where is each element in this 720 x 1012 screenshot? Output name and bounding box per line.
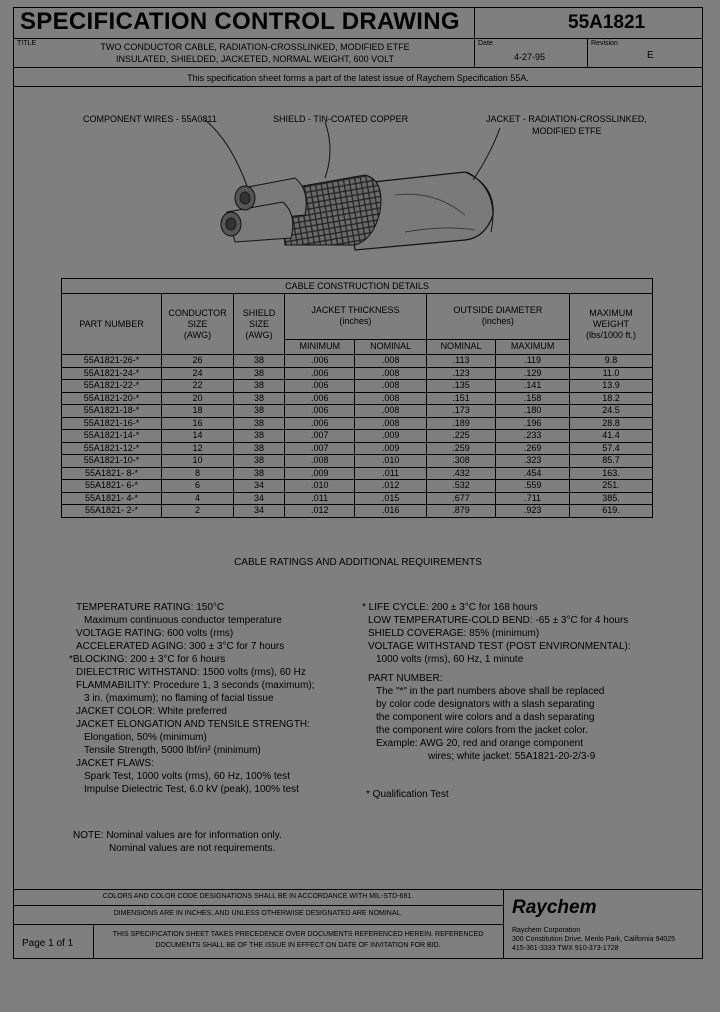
header-jacket-min: MINIMUM <box>285 339 355 354</box>
cell-part-number: 55A1821-22-* <box>62 380 162 393</box>
cell-jacket-min: .006 <box>285 417 355 430</box>
title-line-1: TWO CONDUCTOR CABLE, RADIATION-CROSSLINKED, MODIFIED ETFE <box>100 42 410 52</box>
cell-od-nom: .151 <box>426 392 495 405</box>
cell-max-weight: 163. <box>570 467 653 480</box>
document-number: 55A1821 <box>568 12 646 33</box>
part-number-text-1: The "*" in the part numbers above shall be replaced <box>376 686 605 697</box>
part-number-example-2: wires; white jacket: 55A1821-20-2/3-9 <box>428 751 596 762</box>
rating-dielectric: DIELECTRIC WITHSTAND: 1500 volts (rms), 60 Hz <box>76 667 306 678</box>
cell-conductor-size: 12 <box>162 442 234 455</box>
cell-jacket-nom: .008 <box>355 355 426 368</box>
leader-jacket <box>473 128 500 180</box>
cell-conductor-size: 14 <box>162 430 234 443</box>
cell-jacket-nom: .008 <box>355 380 426 393</box>
cell-jacket-nom: .008 <box>355 392 426 405</box>
cell-od-max: .196 <box>496 417 570 430</box>
cell-conductor-size: 2 <box>162 505 234 518</box>
cell-jacket-min: .012 <box>285 505 355 518</box>
cell-jacket-min: .007 <box>285 430 355 443</box>
component-wires-label: COMPONENT WIRES - 55A0811 <box>83 114 217 124</box>
nominal-note-2: Nominal values are not requirements. <box>109 843 276 854</box>
cell-part-number: 55A1821-18-* <box>62 405 162 418</box>
cell-shield-size: 38 <box>234 467 285 480</box>
cell-conductor-size: 8 <box>162 467 234 480</box>
footer-rule-top <box>13 889 703 890</box>
cell-max-weight: 28.8 <box>570 417 653 430</box>
cell-jacket-nom: .008 <box>355 367 426 380</box>
leader-component-wires <box>205 120 247 186</box>
revision-label: Revision <box>591 40 618 47</box>
table-row <box>62 367 653 380</box>
cell-jacket-nom: .015 <box>355 492 426 505</box>
cable-construction-table <box>61 278 653 518</box>
cell-od-max: .129 <box>496 367 570 380</box>
rating-shield-coverage: SHIELD COVERAGE: 85% (minimum) <box>368 628 540 639</box>
cell-od-nom: .173 <box>426 405 495 418</box>
cell-od-max: .158 <box>496 392 570 405</box>
footer-rule-3 <box>13 924 503 925</box>
cell-shield-size: 38 <box>234 355 285 368</box>
rating-tensile: Tensile Strength, 5000 lbf/in² (minimum) <box>84 745 261 756</box>
company-phone: 415-361-3333 TWX 910-373-1728 <box>512 945 619 952</box>
rating-jacket-color: JACKET COLOR: White preferred <box>76 706 227 717</box>
table-body <box>62 355 653 518</box>
cell-od-nom: .259 <box>426 442 495 455</box>
rating-cold-bend: LOW TEMPERATURE-COLD BEND: -65 ± 3°C for 4 hours <box>368 615 629 626</box>
cell-conductor-size: 18 <box>162 405 234 418</box>
shield-label: SHIELD - TIN-COATED COPPER <box>273 114 409 124</box>
jacket-label-1: JACKET - RADIATION-CROSSLINKED, <box>486 114 647 124</box>
rating-spark-test: Spark Test, 1000 volts (rms), 60 Hz, 100% test <box>84 771 291 782</box>
raychem-logo: Raychem <box>512 897 597 918</box>
rating-elongation: Elongation, 50% (minimum) <box>84 732 207 743</box>
header-rule <box>13 38 703 39</box>
cell-od-max: .269 <box>496 442 570 455</box>
cell-shield-size: 38 <box>234 442 285 455</box>
cell-shield-size: 38 <box>234 380 285 393</box>
table-row <box>62 380 653 393</box>
rating-voltage-withstand: VOLTAGE WITHSTAND TEST (POST ENVIRONMENTAL): <box>368 641 631 652</box>
cell-jacket-nom: .009 <box>355 442 426 455</box>
rating-elongation-tensile: JACKET ELONGATION AND TENSILE STRENGTH: <box>76 719 310 730</box>
cell-jacket-nom: .016 <box>355 505 426 518</box>
cell-od-max: .923 <box>496 505 570 518</box>
page-indicator: Page 1 of 1 <box>22 938 74 949</box>
notice-rule <box>13 86 703 87</box>
header-jacket-thickness: JACKET THICKNESS (inches) <box>285 294 427 340</box>
date-revision-divider <box>587 38 588 67</box>
cell-od-nom: .532 <box>426 480 495 493</box>
part-number-text-4: the component wire colors from the jacket color. <box>376 725 588 736</box>
cable-illustration <box>195 120 515 260</box>
cell-max-weight: 13.9 <box>570 380 653 393</box>
cell-max-weight: 24.5 <box>570 405 653 418</box>
date-value: 4-27-95 <box>514 52 546 62</box>
table-row <box>62 492 653 505</box>
table-row <box>62 505 653 518</box>
cell-od-max: .180 <box>496 405 570 418</box>
rating-temperature: TEMPERATURE RATING: 150°C <box>76 602 225 613</box>
rating-impulse-test: Impulse Dielectric Test, 6.0 kV (peak), 100% test <box>84 784 299 795</box>
company-address: 300 Constitution Drive, Menlo Park, California 94025 <box>512 936 676 943</box>
footer-dimensions-line: DIMENSIONS ARE IN INCHES, AND UNLESS OTHERWISE DESIGNATED ARE NOMINAL. <box>113 910 403 917</box>
cell-od-max: .323 <box>496 455 570 468</box>
rating-flammability-note: 3 in. (maximum); no flaming of facial tissue <box>84 693 274 704</box>
cell-shield-size: 38 <box>234 392 285 405</box>
cell-jacket-min: .011 <box>285 492 355 505</box>
header-od-nom: NOMINAL <box>426 339 495 354</box>
header-maximum-weight: MAXIMUM WEIGHT (lbs/1000 ft.) <box>570 294 653 355</box>
cell-conductor-size: 6 <box>162 480 234 493</box>
cell-max-weight: 18.2 <box>570 392 653 405</box>
header-od-max: MAXIMUM <box>496 339 570 354</box>
part-number-text-3: the component wire colors and a dash separating <box>376 712 595 723</box>
cell-part-number: 55A1821- 4-* <box>62 492 162 505</box>
cell-jacket-min: .006 <box>285 380 355 393</box>
footer-page-divider <box>93 924 94 959</box>
ratings-title: CABLE RATINGS AND ADDITIONAL REQUIREMENTS <box>234 557 482 568</box>
cell-part-number: 55A1821-12-* <box>62 442 162 455</box>
cell-jacket-min: .006 <box>285 355 355 368</box>
part-number-example-1: Example: AWG 20, red and orange component <box>376 738 583 749</box>
rating-aging: ACCELERATED AGING: 300 ± 3°C for 7 hours <box>76 641 285 652</box>
cell-od-max: .454 <box>496 467 570 480</box>
cell-jacket-nom: .008 <box>355 417 426 430</box>
title-label: TITLE <box>17 40 37 47</box>
cell-max-weight: 41.4 <box>570 430 653 443</box>
date-label: Date <box>478 40 493 47</box>
header-outside-diameter: OUTSIDE DIAMETER (inches) <box>426 294 569 340</box>
cell-jacket-min: .008 <box>285 455 355 468</box>
cell-conductor-size: 26 <box>162 355 234 368</box>
header-part-number: PART NUMBER <box>62 294 162 355</box>
cell-max-weight: 619. <box>570 505 653 518</box>
jacket-label-2: MODIFIED ETFE <box>532 126 602 136</box>
part-number-heading: PART NUMBER: <box>368 673 443 684</box>
cell-jacket-min: .006 <box>285 392 355 405</box>
cell-shield-size: 38 <box>234 455 285 468</box>
cell-shield-size: 38 <box>234 430 285 443</box>
header-divider <box>474 7 475 67</box>
rating-voltage-withstand-value: 1000 volts (rms), 60 Hz, 1 minute <box>376 654 524 665</box>
cell-shield-size: 38 <box>234 367 285 380</box>
cell-od-nom: .677 <box>426 492 495 505</box>
nominal-note-1: NOTE: Nominal values are for information only. <box>73 830 282 841</box>
cell-jacket-nom: .008 <box>355 405 426 418</box>
table-row <box>62 455 653 468</box>
cell-shield-size: 34 <box>234 480 285 493</box>
header-jacket-nom: NOMINAL <box>355 339 426 354</box>
footer-rule-2 <box>13 905 503 906</box>
cell-part-number: 55A1821- 6-* <box>62 480 162 493</box>
conductor-end-2 <box>226 218 236 230</box>
cell-od-max: .119 <box>496 355 570 368</box>
leader-shield <box>325 122 330 178</box>
rating-jacket-flaws: JACKET FLAWS: <box>76 758 154 769</box>
table-row <box>62 430 653 443</box>
cell-conductor-size: 20 <box>162 392 234 405</box>
table-row <box>62 480 653 493</box>
cell-part-number: 55A1821- 8-* <box>62 467 162 480</box>
cell-jacket-min: .006 <box>285 405 355 418</box>
part-number-text-2: by color code designators with a slash separating <box>376 699 595 710</box>
cell-part-number: 55A1821-10-* <box>62 455 162 468</box>
cell-od-nom: .123 <box>426 367 495 380</box>
table-row <box>62 467 653 480</box>
rating-blocking: *BLOCKING: 200 ± 3°C for 6 hours <box>69 654 226 665</box>
cell-jacket-min: .006 <box>285 367 355 380</box>
cell-shield-size: 34 <box>234 492 285 505</box>
qualification-note: * Qualification Test <box>366 789 449 800</box>
cell-conductor-size: 22 <box>162 380 234 393</box>
cell-part-number: 55A1821- 2-* <box>62 505 162 518</box>
spec-notice: This specification sheet forms a part of the latest issue of Raychem Specification 55A. <box>187 73 529 83</box>
title-rule <box>13 67 703 68</box>
drawing-title: SPECIFICATION CONTROL DRAWING <box>20 8 460 35</box>
revision-value: E <box>647 50 654 61</box>
cell-max-weight: 85.7 <box>570 455 653 468</box>
cell-od-nom: .113 <box>426 355 495 368</box>
rating-voltage: VOLTAGE RATING: 600 volts (rms) <box>76 628 234 639</box>
footer-colors-line: COLORS AND COLOR CODE DESIGNATIONS SHALL BE IN ACCORDANCE WITH MIL-STD-681. <box>102 893 414 900</box>
cell-conductor-size: 24 <box>162 367 234 380</box>
cell-od-nom: .879 <box>426 505 495 518</box>
cell-jacket-nom: .009 <box>355 430 426 443</box>
cell-max-weight: 9.8 <box>570 355 653 368</box>
cell-jacket-min: .009 <box>285 467 355 480</box>
cell-part-number: 55A1821-24-* <box>62 367 162 380</box>
cell-part-number: 55A1821-20-* <box>62 392 162 405</box>
cell-max-weight: 11.0 <box>570 367 653 380</box>
cell-od-nom: .189 <box>426 417 495 430</box>
header-conductor-size: CONDUCTOR SIZE (AWG) <box>162 294 234 355</box>
table-row <box>62 355 653 368</box>
table-row <box>62 392 653 405</box>
rating-temperature-note: Maximum continuous conductor temperature <box>84 615 282 626</box>
footer-company-divider <box>503 889 504 959</box>
cell-jacket-nom: .011 <box>355 467 426 480</box>
company-name: Raychem Corporation <box>512 927 581 934</box>
title-line-2: INSULATED, SHIELDED, JACKETED, NORMAL WEIGHT, 600 VOLT <box>116 54 394 64</box>
cell-od-max: .711 <box>496 492 570 505</box>
cell-max-weight: 385. <box>570 492 653 505</box>
table-row <box>62 442 653 455</box>
rating-flammability: FLAMMABILITY: Procedure 1, 3 seconds (maximum); <box>76 680 315 691</box>
cell-max-weight: 251. <box>570 480 653 493</box>
cell-od-nom: .225 <box>426 430 495 443</box>
cell-jacket-min: .007 <box>285 442 355 455</box>
rating-life-cycle: * LIFE CYCLE: 200 ± 3°C for 168 hours <box>362 602 538 613</box>
cell-conductor-size: 16 <box>162 417 234 430</box>
cell-jacket-nom: .010 <box>355 455 426 468</box>
precedence-line-2: DOCUMENTS SHALL BE OF THE ISSUE IN EFFECT ON DATE OF INVITATION FOR BID. <box>155 942 441 949</box>
cell-max-weight: 57.4 <box>570 442 653 455</box>
cell-shield-size: 38 <box>234 417 285 430</box>
cell-jacket-nom: .012 <box>355 480 426 493</box>
table-row <box>62 417 653 430</box>
ratings-right-column <box>362 601 631 763</box>
cell-conductor-size: 4 <box>162 492 234 505</box>
cell-od-max: .233 <box>496 430 570 443</box>
table-caption: CABLE CONSTRUCTION DETAILS <box>62 279 653 294</box>
ratings-left-column <box>69 601 315 796</box>
cell-od-max: .141 <box>496 380 570 393</box>
cell-od-nom: .432 <box>426 467 495 480</box>
cell-part-number: 55A1821-16-* <box>62 417 162 430</box>
cell-od-nom: .135 <box>426 380 495 393</box>
cell-od-nom: .308 <box>426 455 495 468</box>
precedence-line-1: THIS SPECIFICATION SHEET TAKES PRECEDENCE OVER DOCUMENTS REFERENCED HEREIN. REFERENCED <box>112 931 484 938</box>
cell-part-number: 55A1821-26-* <box>62 355 162 368</box>
cell-conductor-size: 10 <box>162 455 234 468</box>
table-row <box>62 405 653 418</box>
cell-shield-size: 34 <box>234 505 285 518</box>
header-shield-size: SHIELD SIZE (AWG) <box>234 294 285 355</box>
conductor-end-1 <box>240 192 250 204</box>
cell-od-max: .559 <box>496 480 570 493</box>
cell-jacket-min: .010 <box>285 480 355 493</box>
cell-shield-size: 38 <box>234 405 285 418</box>
cell-part-number: 55A1821-14-* <box>62 430 162 443</box>
